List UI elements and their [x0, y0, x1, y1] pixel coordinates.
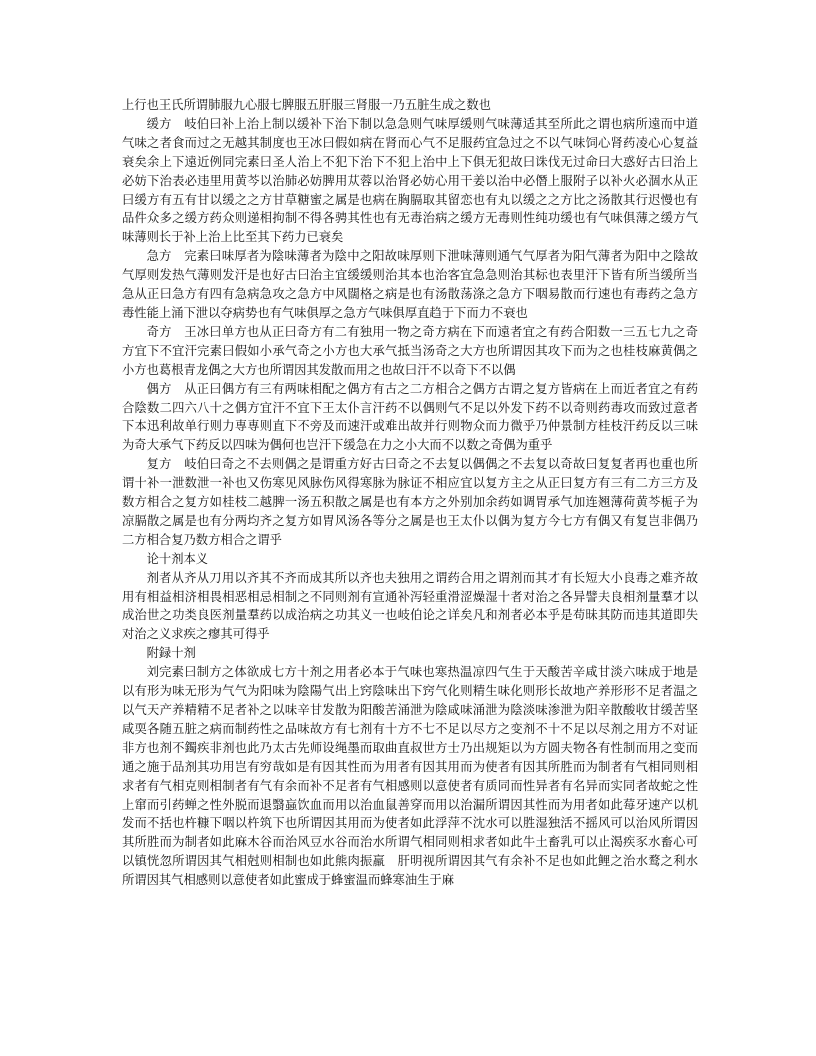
paragraph-ou-fang: 偶方 从正曰偶方有三有两味相配之偶方有古之二方相合之偶方古谓之复方皆病在上而近者宜之有药合陰数二四六八十之偶方宜汗不宜下王太仆言汗药不以偶则气不足以外发下药不以奇则药毒攻而致过意者下本迅利故单行则力専専则直下不旁及而速汗或难出故并行则物众而力微乎乃仲景制方桂枝汗药反以三味为奇大承气下药反以四味为偶何也岂汗下缓急在力之小大而不以数之奇偶为重乎	[122, 381, 698, 453]
document-page	[122, 96, 698, 890]
paragraph-qi-fang: 奇方 王冰曰单方也从正曰奇方有二有独用一物之奇方病在下而遠者宜之有药合阳数一三五七九之奇方宜下不宜汗完素曰假如小承气奇之小方也大承气抵当汤奇之大方也所谓因其攻下而为之也桂枝麻黄偶之小方也葛根青龙偶之大方也所谓因其发散而用之也故曰汗不以奇下不以偶	[122, 324, 698, 377]
section-heading-fu-lu-shi-ji: 附録十剂	[146, 646, 196, 661]
paragraph-ji-fang: 急方 完素曰味厚者为陰味薄者为陰中之阳故味厚则下泄味薄则通气气厚者为阳气薄者为阳中之陰故气厚则发热气薄则发汗是也好古曰治主宜缓缓则治其本也治客宜急急则治其标也表里汗下皆有所当缓所当急从正曰急方有四有急病急攻之急方中风闊格之病是也有汤散荡涤之急方下咽易散而行速也有毒药之急方毒性能上涌下泄以夺病势也有气味俱厚之急方气味俱厚直趋于下而力不衰也	[122, 249, 698, 320]
paragraph-intro: 上行也王氏所谓肺服九心服七脾服五肝服三肾服一乃五脏生成之数也	[122, 98, 491, 112]
paragraph-liu-wan-su: 刘完素曰制方之体欲成七方十剂之用者必本于气味也寒热温凉四气生于天酸苦辛咸甘淡六味成于地是以有形为味无形为气气为阳味为陰陽气出上窍陰味出下窍气化则精生味化则形长故地产养形形不足者温之以气天产养精精不足者补之以味辛甘发散为阳酸苦涌泄为陰咸味涌泄为陰淡味渗泄为阳辛散酸收甘缓苦坚咸耎各随五脏之病而制药性之品味故方有七剂有十方不七不足以尽方之变剂不十不足以尽剂之用方不对证非方也剂不鐲疾非剂也此乃太古先师设绳墨而取曲直叔世方士乃出规矩以为方圆夫物各有性制而用之变而通之施于品剂其功用岂有穷哉如是有因其性而为用者有因其用而为使者有因其所胜而为制者有气相同则相求者有气相克则相制者有气有余而补不足者有气相感则以意使者有质同而性异者有名异而实同者故蛇之性上窜而引药蝉之性外脱而退翳蝱饮血而用以治血鼠善穿而用以治漏所谓因其性而为用者如此莓牙速产以机发而不括也杵糠下咽以杵筑下也所谓因其用而为使者如此浮萍不沈水可以胜湿独活不摇风可以治风所谓因其所胜而为制者如此麻木谷而治风豆水谷而治水所谓气相同则相求者如此牛土畜乳可以止渴疾豕水畜心可以镇恍忽所谓因其气相尅则相制也如此熊肉振羸 肝明视所谓因其气有余补不足也如此鲤之治水鹜之利水所谓因其气相感则以意使者如此蜜成于蜂蜜温而蜂寒油生于麻	[122, 665, 698, 888]
paragraph-ji-zhe: 剂者从齐从刀用以齐其不齐而成其所以齐也夫独用之谓药合用之谓剂而其才有长短大小良毒之难齐故用有相益相济相畏相恶相忌相制之不同则剂有宣通补泻轻重滑涩燥湿十者对治之各异譬夫良相剂量羣才以成治世之功类良医剂量羣药以成治病之功其义一也岐伯论之详矣凡和剂者必本乎是苟昧其防而违其道即失对治之义求疾之瘳其可得乎	[122, 570, 698, 642]
paragraph-huan-fang: 缓方 岐伯曰补上治上制以缓补下治下制以急急则气味厚缓则气味薄适其至所此之谓也病所遠而中道气味之者食而过之无越其制度也王冰曰假如病在肾而心气不足服药宜急过之不以气味饲心肾药凌心心复益衰矣余上下遠近例同完素曰圣人治上不犯下治下不犯上治中上下俱无犯故曰诛伐无过命曰大惑好古曰治上必妨下治表必违里用黄芩以治肺必妨脾用苁蓉以治肾必妨心用干姜以治中必僭上服附子以补火必涸水从正曰缓方有五有甘以缓之之方甘草糖蜜之属是也病在胸膈取其留恋也有丸以缓之之方比之汤散其行迟慢也有品件众多之缓方药众则递相拘制不得各骋其性也有无毒治病之缓方无毒则性纯功缓也有气味俱薄之缓方气味薄则长于补上治上比至其下药力已衰矣	[122, 116, 698, 245]
paragraph-fu-fang: 复方 岐伯曰奇之不去则偶之是谓重方好古曰奇之不去复以偶偶之不去复以奇故曰复复者再也重也所谓十补一泄数泄一补也又伤寒见风脉伤风得寒脉为脉证不相应宜以复方主之从正曰复方有三有二方三方及数方相合之复方如桂枝二越脾一汤五积散之属是也有本方之外别加余药如调胃承气加连翘薄荷黄芩栀子为凉膈散之属是也有分两均齐之复方如胃风汤各等分之属是也王太仆以偶为复方今七方有偶又有复岂非偶乃二方相合复乃数方相合之谓乎	[122, 457, 698, 547]
section-heading-shi-ji-ben-yi: 论十剂本义	[146, 551, 209, 566]
